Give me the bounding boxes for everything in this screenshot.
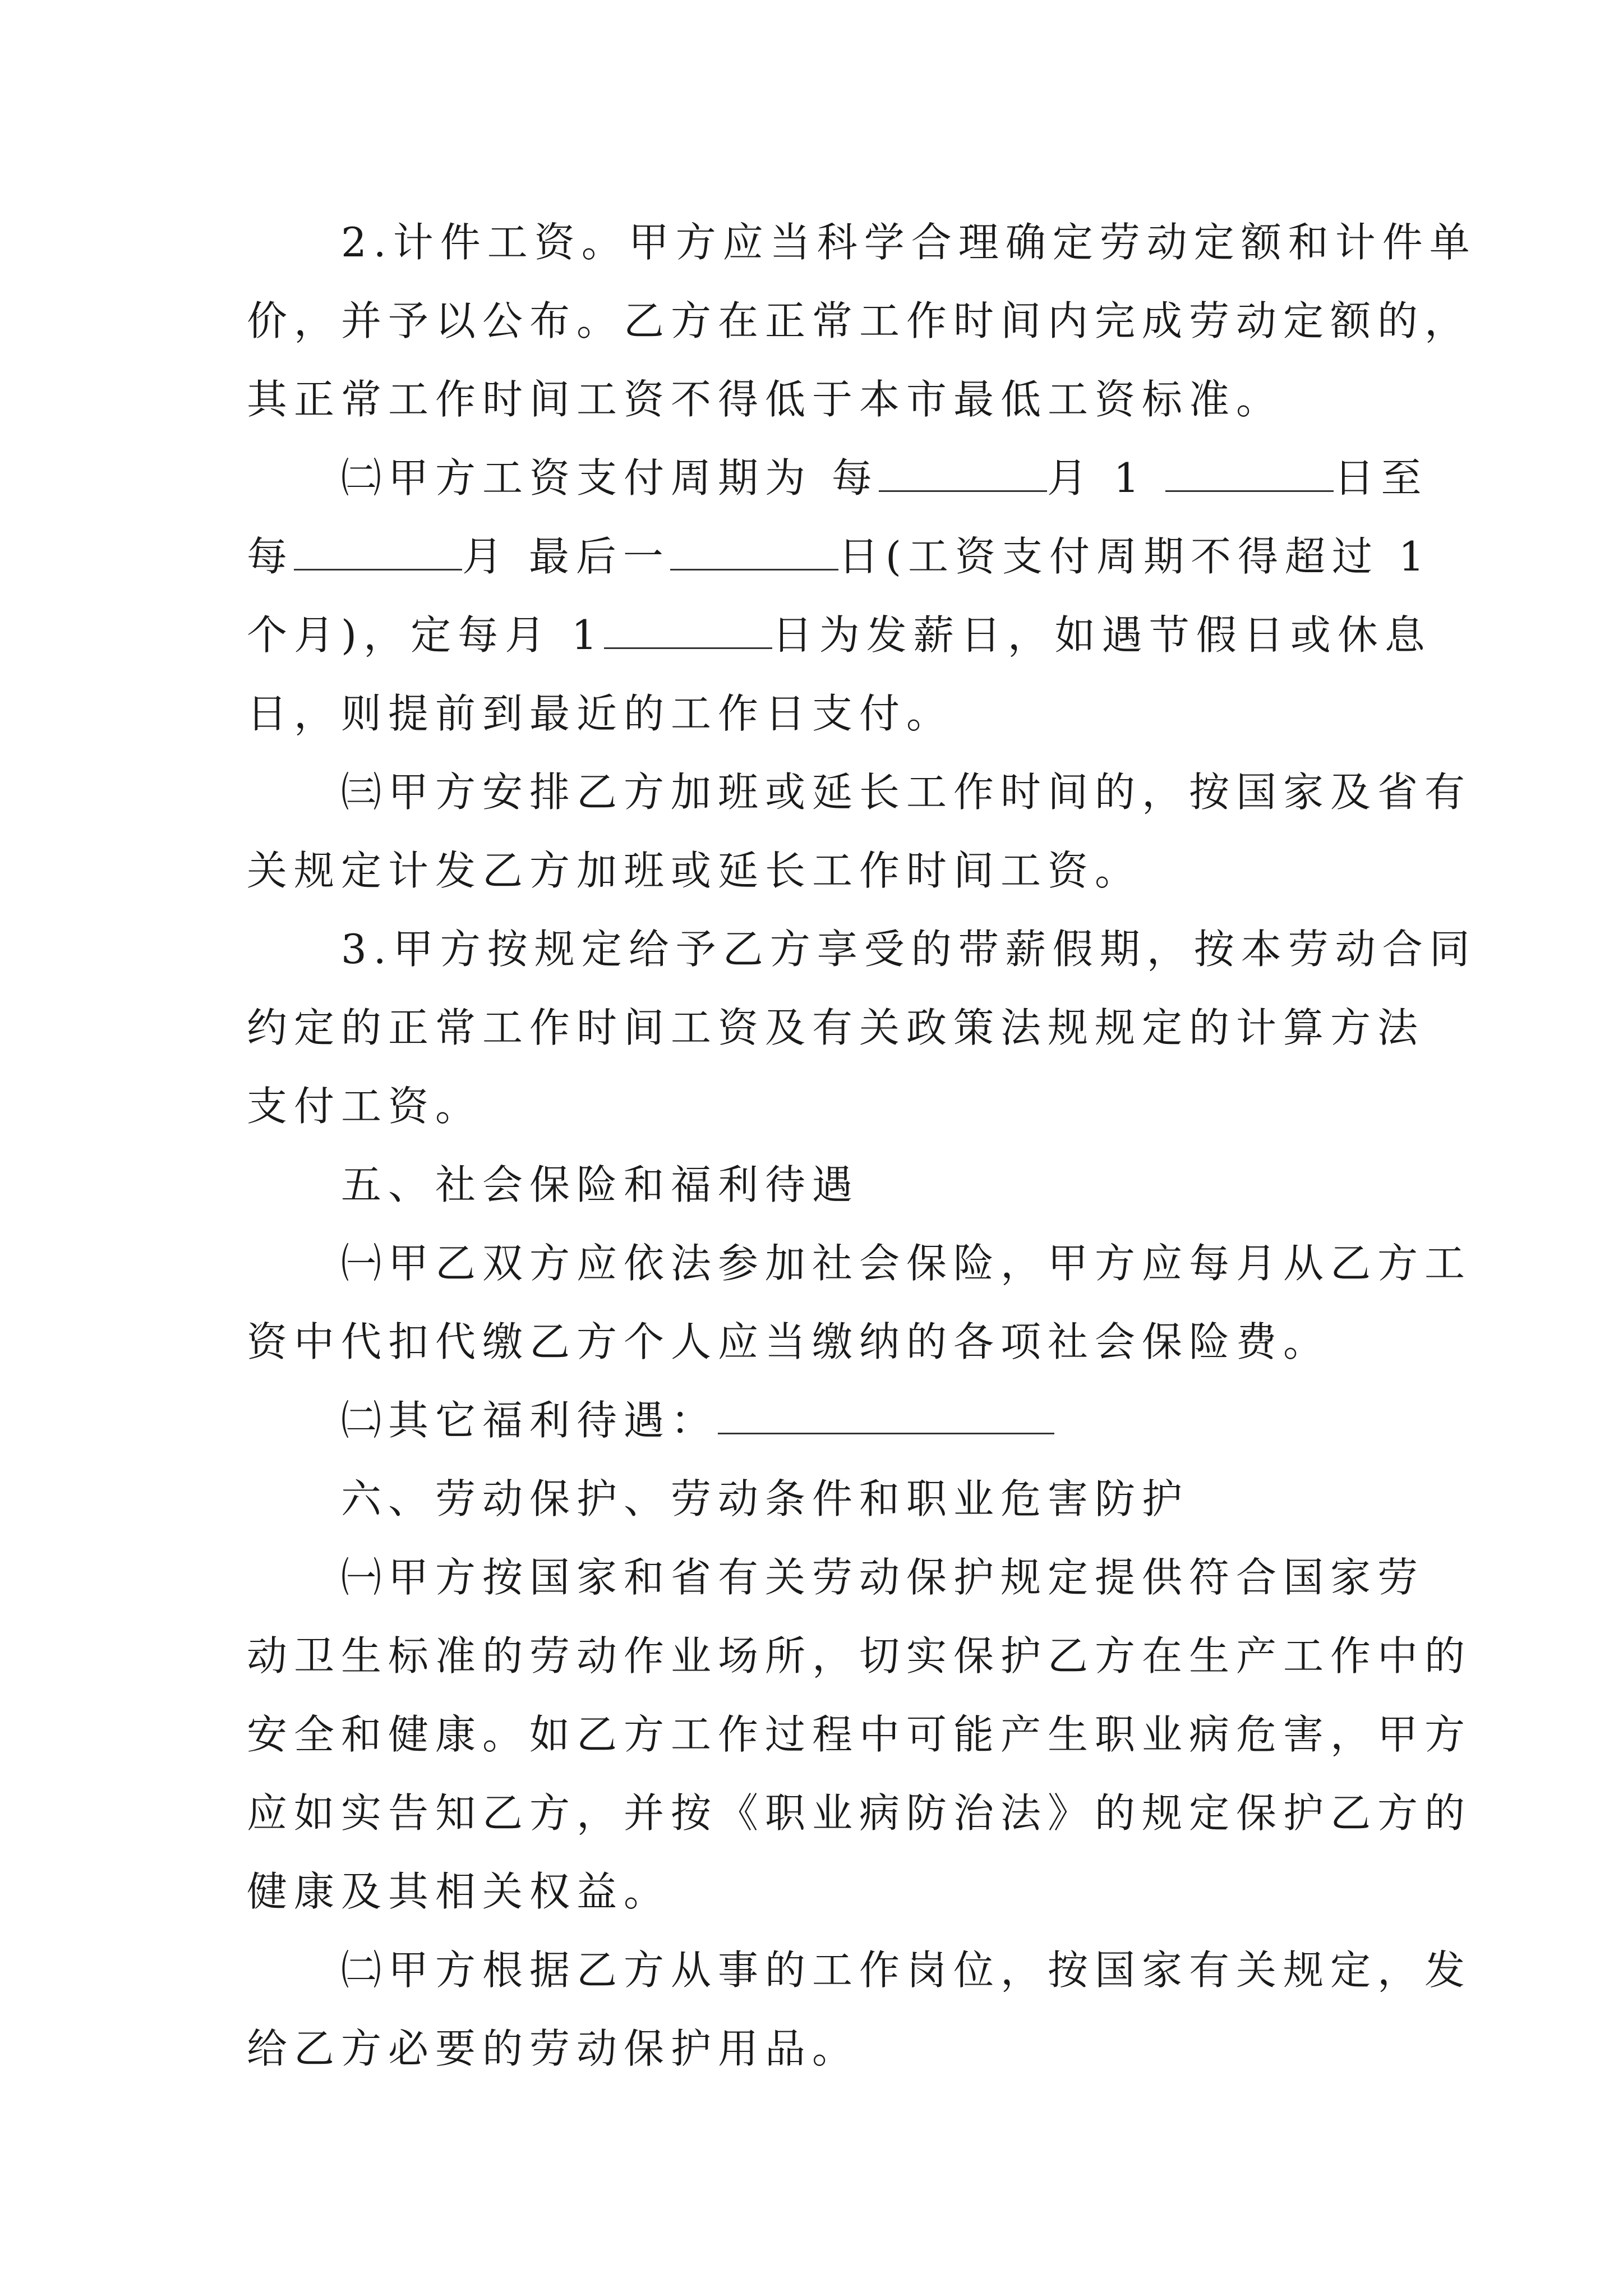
section-heading: 六、劳动保护、劳动条件和职业危害防护 xyxy=(247,1475,1189,1522)
text-segment: 月 最后一 xyxy=(462,533,670,580)
text-segment: 月 1 xyxy=(1046,454,1166,501)
text-segment: 每 xyxy=(247,533,294,580)
paragraph-line: 给乙方必要的劳动保护用品。 xyxy=(247,2025,860,2072)
paragraph-line: 日，则提前到最近的工作日支付。 xyxy=(247,690,954,737)
paragraph-line: 安全和健康。如乙方工作过程中可能产生职业病危害，甲方 xyxy=(247,1711,1472,1758)
paragraph-line xyxy=(247,601,1432,669)
paragraph-line: ㈡甲方根据乙方从事的工作岗位，按国家有关规定，发 xyxy=(247,1947,1472,1994)
paragraph-line: ㈠甲乙双方应依法参加社会保险，甲方应每月从乙方工 xyxy=(247,1240,1472,1287)
fill-blank[interactable] xyxy=(718,1399,1054,1434)
paragraph-line xyxy=(247,523,1431,590)
paragraph-line: 健康及其相关权益。 xyxy=(247,1868,671,1915)
paragraph-line: ㈢甲方安排乙方加班或延长工作时间的，按国家及省有 xyxy=(247,769,1472,816)
section-heading: 五、社会保险和福利待遇 xyxy=(247,1161,860,1208)
text-segment: 日为发薪日，如遇节假日或休息 xyxy=(772,611,1432,659)
paragraph-line: 2.计件工资。甲方应当科学合理确定劳动定额和计件单 xyxy=(247,219,1477,266)
paragraph-line-benefits xyxy=(247,1387,1380,1454)
fill-blank[interactable] xyxy=(879,457,1047,492)
fill-blank[interactable] xyxy=(670,535,838,570)
text-segment: ㈡其它福利待遇： xyxy=(247,1397,718,1444)
fill-blank[interactable] xyxy=(1165,457,1334,492)
paragraph-line: 关规定计发乙方加班或延长工作时间工资。 xyxy=(247,847,1142,894)
paragraph-line-pay-cycle xyxy=(247,444,1428,512)
paragraph-line: 价，并予以公布。乙方在正常工作时间内完成劳动定额的， xyxy=(247,297,1472,344)
text-segment: 日至 xyxy=(1334,454,1428,501)
fill-blank[interactable] xyxy=(294,535,462,570)
text-segment: 个月)，定每月 1 xyxy=(247,611,604,659)
paragraph-line: ㈠甲方按国家和省有关劳动保护规定提供符合国家劳 xyxy=(247,1554,1425,1601)
text-segment: 日(工资支付周期不得超过 1 xyxy=(838,533,1431,580)
paragraph-line: 3.甲方按规定给予乙方享受的带薪假期，按本劳动合同 xyxy=(247,926,1477,973)
paragraph-line: 资中代扣代缴乙方个人应当缴纳的各项社会保险费。 xyxy=(247,1318,1331,1365)
paragraph-line: 其正常工作时间工资不得低于本市最低工资标准。 xyxy=(247,376,1284,423)
paragraph-line: 约定的正常工作时间工资及有关政策法规规定的计算方法 xyxy=(247,1004,1425,1051)
paragraph-line: 支付工资。 xyxy=(247,1083,483,1130)
text-segment: ㈡甲方工资支付周期为 每 xyxy=(247,454,879,501)
paragraph-line: 应如实告知乙方，并按《职业病防治法》的规定保护乙方的 xyxy=(247,1789,1472,1837)
paragraph-line: 动卫生标准的劳动作业场所，切实保护乙方在生产工作中的 xyxy=(247,1632,1472,1680)
fill-blank[interactable] xyxy=(604,614,772,649)
